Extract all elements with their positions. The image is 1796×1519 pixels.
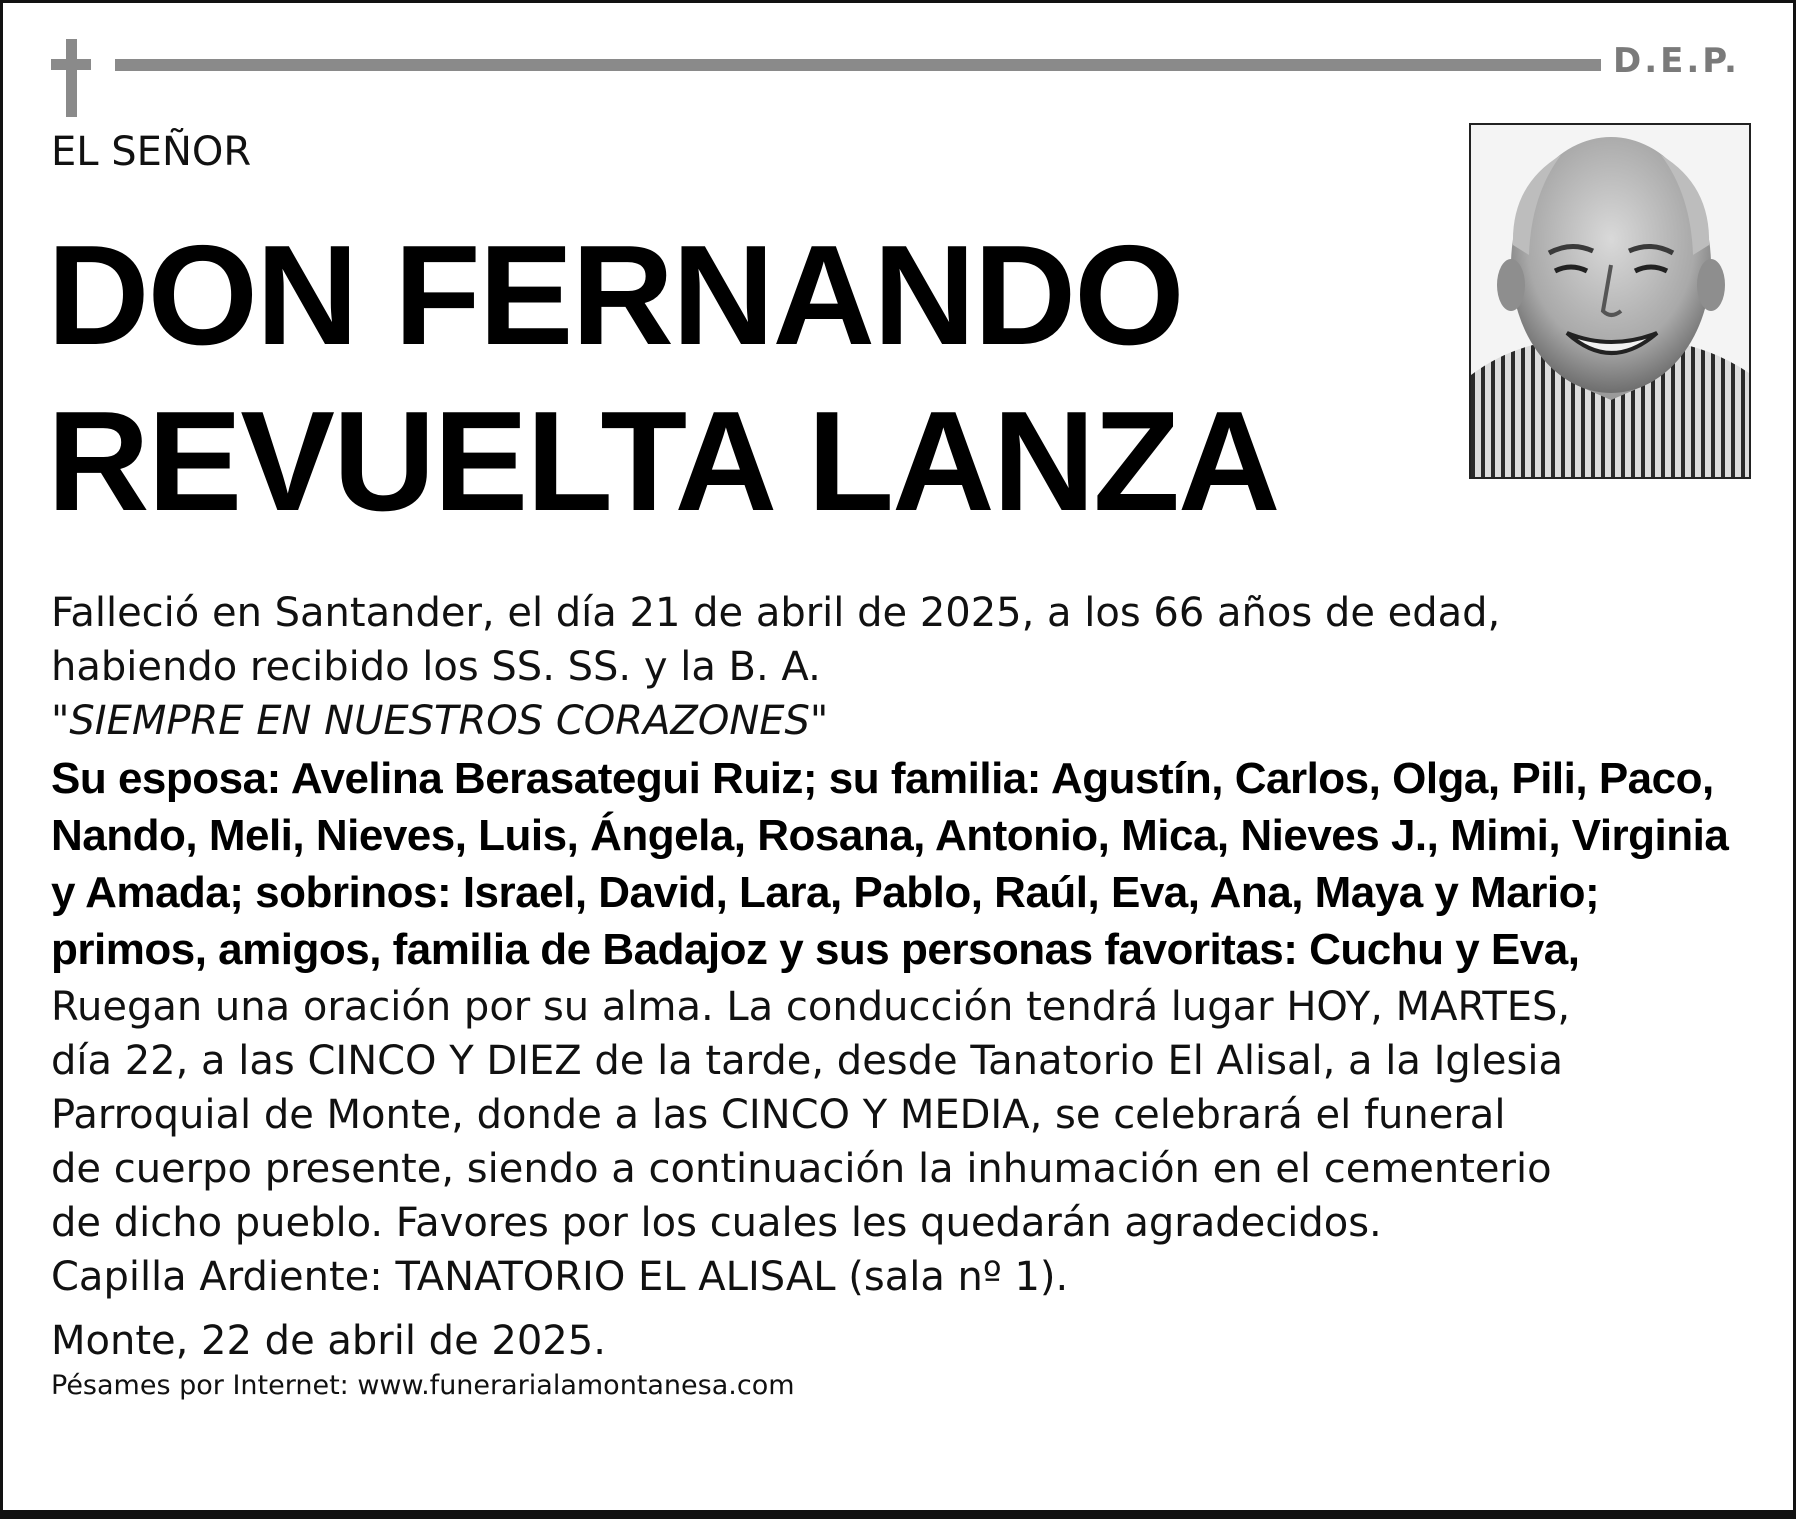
portrait-photo <box>1469 123 1751 479</box>
title-prefix: EL SEÑOR <box>51 129 252 175</box>
service-line-5: de dicho pueblo. Favores por los cuales les quedarán agradecidos. <box>51 1200 1382 1246</box>
notice-body <box>51 586 1761 1404</box>
service-line-1: Ruegan una oración por su alma. La conducción tendrá lugar HOY, MARTES, <box>51 984 1571 1030</box>
name-line-2: REVUELTA LANZA <box>47 382 1279 541</box>
service-line-3: Parroquial de Monte, donde a las CINCO Y MEDIA, se celebrará el funeral <box>51 1092 1506 1138</box>
death-line-2: habiendo recibido los SS. SS. y la B. A. <box>51 644 821 690</box>
family-line-2: Nando, Meli, Nieves, Luis, Ángela, Rosana, Antonio, Mica, Nieves J., Mimi, Virginia <box>51 811 1729 860</box>
service-line-6: Capilla Ardiente: TANATORIO EL ALISAL (sala nº 1). <box>51 1254 1069 1300</box>
dep-label: D.E.P. <box>1613 41 1740 81</box>
header-rule <box>115 59 1601 71</box>
condolences-note: Pésames por Internet: www.funerarialamontanesa.com <box>51 1370 795 1401</box>
family-line-4: primos, amigos, familia de Badajoz y sus personas favoritas: Cuchu y Eva, <box>51 925 1580 974</box>
bottom-border <box>3 1510 1793 1516</box>
service-details <box>51 980 1761 1304</box>
name-line-1: DON FERNANDO <box>47 216 1183 375</box>
cross-icon <box>51 39 91 117</box>
family-line-3: y Amada; sobrinos: Israel, David, Lara, Pablo, Raúl, Eva, Ana, Maya y Mario; <box>51 868 1600 917</box>
service-line-2: día 22, a las CINCO Y DIEZ de la tarde, desde Tanatorio El Alisal, a la Iglesia <box>51 1038 1563 1084</box>
place-date: Monte, 22 de abril de 2025. <box>51 1318 606 1364</box>
service-line-4: de cuerpo presente, siendo a continuación la inhumación en el cementerio <box>51 1146 1552 1192</box>
death-line-1: Falleció en Santander, el día 21 de abril de 2025, a los 66 años de edad, <box>51 590 1501 636</box>
family-line-1: Su esposa: Avelina Berasategui Ruiz; su familia: Agustín, Carlos, Olga, Pili, Paco, <box>51 754 1714 803</box>
deceased-name <box>47 213 1279 545</box>
family-list <box>51 750 1761 978</box>
motto: "SIEMPRE EN NUESTROS CORAZONES" <box>51 698 829 744</box>
